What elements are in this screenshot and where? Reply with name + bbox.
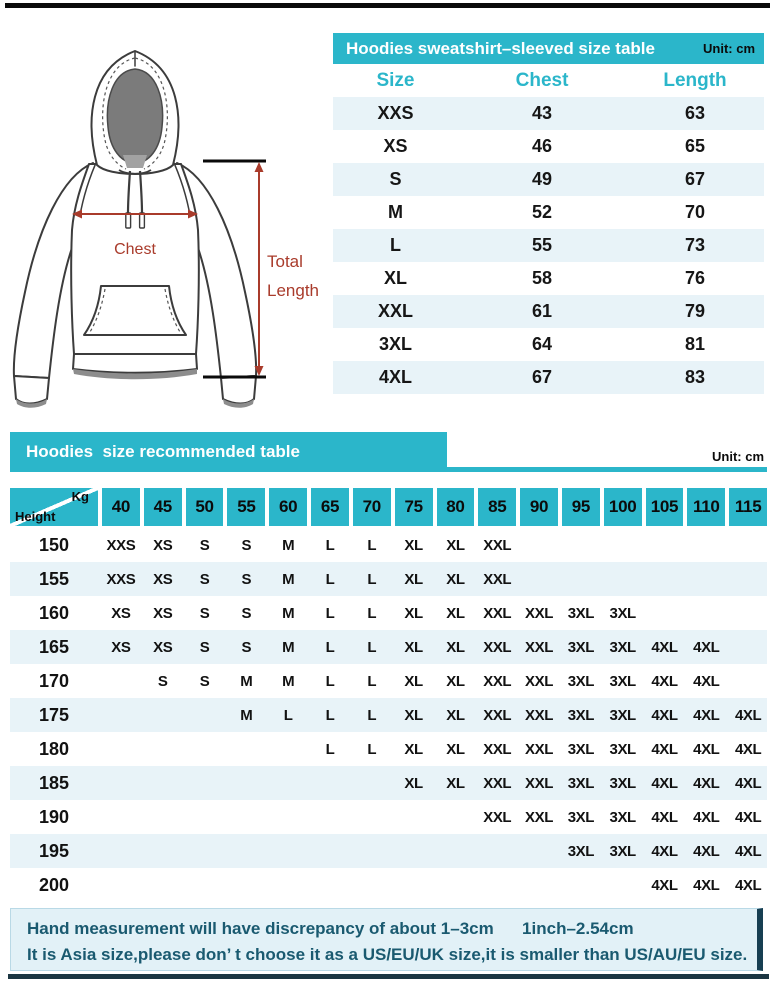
size-recommendation-cell: XXS (106, 536, 136, 554)
recommend-table-row (10, 630, 767, 664)
size-recommendation-cell: M (240, 706, 253, 724)
total-length-arrow (255, 162, 264, 376)
size-recommendation-cell: XL (404, 774, 423, 792)
size-recommendation-cell: S (199, 604, 210, 622)
size-cell: XL (383, 268, 407, 288)
size-table-row (333, 97, 764, 130)
size-recommendation-cell: 3XL (609, 740, 636, 758)
chest-cell: 64 (532, 334, 553, 354)
size-cell: M (387, 202, 403, 222)
size-recommendation-cell: 4XL (651, 808, 678, 826)
size-recommendation-cell: XXL (525, 706, 554, 724)
weight-header-cell: 50 (186, 488, 224, 526)
size-recommendation-cell: M (282, 536, 295, 554)
size-recommendation-cell: XXL (483, 808, 512, 826)
weight-header-cell: 110 (687, 488, 725, 526)
size-recommendation-cell: 3XL (609, 672, 636, 690)
size-recommendation-cell: 3XL (567, 672, 594, 690)
size-recommendation-cell: 4XL (734, 706, 762, 724)
size-recommendation-cell: 3XL (609, 774, 636, 792)
size-recommendation-cell: L (367, 672, 377, 690)
size-recommendation-cell: XL (404, 706, 423, 724)
size-recommendation-cell: XS (111, 638, 131, 656)
chest-cell: 67 (532, 367, 553, 387)
recommend-table-title: Hoodies size recommended table (26, 442, 300, 461)
kangaroo-pocket (84, 286, 186, 335)
size-table-column-headers (333, 64, 764, 97)
size-recommendation-cell: M (282, 570, 295, 588)
hood-neck-patch (123, 155, 147, 168)
size-recommendation-cell: 4XL (651, 740, 678, 758)
size-table-title: Hoodies sweatshirt–sleeved size table (346, 38, 655, 58)
size-table-row (333, 295, 764, 328)
size-recommendation-cell: XXL (525, 672, 554, 690)
size-recommendation-cell: XXS (106, 570, 136, 588)
size-recommendation-cell: XL (446, 672, 465, 690)
size-recommendation-cell: XL (446, 536, 465, 554)
column-header-chest: Chest (515, 69, 569, 91)
size-recommendation-cell: 4XL (734, 774, 762, 792)
size-cell: L (389, 235, 401, 255)
size-recommendation-cell: 3XL (609, 808, 636, 826)
weight-header-cell: 95 (562, 488, 600, 526)
size-recommendation-cell: 3XL (609, 604, 636, 622)
height-label-cell: 200 (38, 874, 70, 895)
recommend-table-row (10, 562, 767, 596)
hood-interior (107, 69, 162, 163)
size-recommendation-cell: XXL (483, 740, 512, 758)
size-recommendation-cell: S (241, 638, 252, 656)
size-recommendation-cell: S (241, 604, 252, 622)
size-table-header (333, 33, 764, 64)
size-table-row (333, 262, 764, 295)
size-recommendation-cell: L (325, 740, 335, 758)
aglet-left (126, 213, 131, 228)
length-cell: 73 (685, 235, 706, 255)
length-cell: 83 (685, 367, 706, 387)
length-cell: 70 (685, 202, 706, 222)
size-cell: S (389, 169, 402, 189)
chest-label: Chest (114, 241, 156, 258)
height-label-cell: 190 (38, 806, 70, 827)
hem-band (73, 354, 197, 373)
size-table-row (333, 361, 764, 394)
size-recommendation-cell: XL (446, 740, 465, 758)
weight-header-cell: 60 (269, 488, 307, 526)
length-label: Length (267, 281, 319, 300)
weight-header-cell: 90 (520, 488, 558, 526)
size-recommendation-cell: S (199, 536, 210, 554)
size-table-row (333, 163, 764, 196)
size-recommendation-cell: XS (153, 570, 173, 588)
size-recommendation-cell: XXL (525, 774, 554, 792)
weight-header-cell: 85 (478, 488, 516, 526)
size-recommendation-cell: XXL (483, 536, 512, 554)
height-label-cell: 165 (38, 636, 70, 657)
size-recommendation-cell: M (282, 604, 295, 622)
size-recommendation-cell: L (325, 604, 335, 622)
height-label-cell: 185 (38, 772, 70, 793)
chest-cell: 43 (532, 103, 553, 123)
corner-kg-label: Kg (71, 489, 89, 504)
weight-header-cell: 100 (604, 488, 642, 526)
size-recommendation-cell: 3XL (567, 740, 594, 758)
size-table-row (333, 130, 764, 163)
size-recommendation-cell: 3XL (567, 842, 594, 860)
recommend-table-header-row (10, 488, 767, 526)
size-recommendation-cell: 4XL (734, 808, 762, 826)
weight-header-cell: 75 (395, 488, 433, 526)
size-recommendation-cell: 4XL (693, 740, 720, 758)
size-recommendation-cell: XXL (525, 740, 554, 758)
recommend-table-title-bar (10, 432, 447, 472)
size-recommendation-cell: XXL (483, 774, 512, 792)
size-recommendation-cell: L (325, 536, 335, 554)
height-label-cell: 170 (38, 670, 70, 691)
recommend-table-body (10, 528, 767, 902)
size-recommendation-cell: 3XL (609, 842, 636, 860)
recommend-table-row (10, 528, 767, 562)
size-recommendation-cell: L (283, 706, 293, 724)
size-recommendation-cell: L (325, 638, 335, 656)
size-recommendation-cell: 4XL (651, 672, 678, 690)
recommend-title-underline (10, 467, 767, 472)
weight-header-cell: 55 (227, 488, 265, 526)
recommend-table-row (10, 732, 767, 766)
size-recommendation-cell: L (367, 570, 377, 588)
bottom-divider-rule (8, 974, 769, 979)
size-recommendation-cell: XXL (483, 570, 512, 588)
recommend-table-row (10, 834, 767, 868)
size-table-row (333, 196, 764, 229)
size-recommendation-cell: 3XL (567, 706, 594, 724)
size-recommendation-cell: XL (404, 638, 423, 656)
size-recommendation-cell: XXL (525, 808, 554, 826)
size-recommendation-cell: L (367, 604, 377, 622)
size-recommendation-cell: 3XL (609, 706, 636, 724)
size-recommendation-cell: 4XL (651, 774, 678, 792)
size-recommendation-cell: S (241, 536, 252, 554)
note-line-asia-size: It is Asia size,please don’ t choose it as a US/EU/UK size,it is smaller than US/AU/EU size. (27, 945, 748, 964)
weight-header-cell: 65 (311, 488, 349, 526)
size-recommendation-cell: S (199, 638, 210, 656)
recommend-table-row (10, 698, 767, 732)
length-cell: 63 (685, 103, 706, 123)
size-recommendation-cell: XXL (525, 638, 554, 656)
recommend-table-unit: Unit: cm (712, 449, 764, 464)
top-divider-rule (5, 3, 770, 8)
size-recommendation-cell: 4XL (734, 740, 762, 758)
size-recommendation-cell: L (367, 536, 377, 554)
size-table-row (333, 229, 764, 262)
size-recommendation-cell: 3XL (567, 604, 594, 622)
recommend-table-row (10, 868, 767, 902)
size-recommendation-cell: M (240, 672, 253, 690)
notes-box (10, 908, 763, 971)
size-cell: XXL (377, 301, 413, 321)
size-recommendation-cell: M (282, 638, 295, 656)
size-recommendation-cell: XXL (525, 604, 554, 622)
weight-header-cell: 105 (646, 488, 684, 526)
size-recommendation-cell: XXL (483, 706, 512, 724)
size-recommendation-cell: 3XL (609, 638, 636, 656)
height-label-cell: 175 (38, 704, 70, 725)
recommend-table-row (10, 664, 767, 698)
corner-cell-height-kg (10, 488, 98, 526)
size-recommendation-cell: XL (446, 706, 465, 724)
length-cell: 65 (685, 136, 706, 156)
size-recommendation-cell: 3XL (567, 774, 594, 792)
weight-header-cell: 45 (144, 488, 182, 526)
height-label-cell: 195 (38, 840, 70, 861)
size-table-row (333, 328, 764, 361)
size-recommendation-cell: XXL (483, 604, 512, 622)
size-recommendation-cell: 4XL (651, 842, 678, 860)
height-label-cell: 180 (38, 738, 70, 759)
corner-height-label: Height (15, 509, 56, 524)
size-recommendation-cell: S (199, 570, 210, 588)
size-recommendation-cell: S (241, 570, 252, 588)
size-recommendation-cell: 4XL (693, 706, 720, 724)
size-recommendation-cell: 4XL (651, 876, 678, 894)
column-header-size: Size (376, 69, 415, 91)
chest-cell: 52 (532, 202, 553, 222)
height-label-cell: 155 (38, 568, 70, 589)
length-cell: 67 (685, 169, 706, 189)
length-cell: 81 (685, 334, 706, 354)
size-recommendation-cell: S (199, 672, 210, 690)
size-recommendation-cell: XS (153, 536, 173, 554)
hoodie-shadows (16, 369, 254, 408)
size-recommendation-cell: XL (446, 774, 465, 792)
height-label-cell: 150 (38, 534, 70, 555)
size-recommendation-cell: S (157, 672, 168, 690)
size-recommendation-cell: L (325, 706, 335, 724)
size-recommendation-cell: 4XL (693, 876, 720, 894)
chest-cell: 61 (532, 301, 553, 321)
size-recommendation-cell: 3XL (567, 808, 594, 826)
weight-header-cell: 80 (437, 488, 475, 526)
size-recommendation-cell: L (325, 672, 335, 690)
size-recommendation-cell: XXL (483, 672, 512, 690)
size-cell: 3XL (378, 334, 412, 354)
size-recommendation-cell: 4XL (651, 706, 678, 724)
weight-header-cell: 115 (729, 488, 767, 526)
column-header-length: Length (663, 69, 727, 91)
size-recommendation-cell: XL (446, 604, 465, 622)
size-recommendation-cell: XL (446, 638, 465, 656)
size-recommendation-cell: XL (404, 672, 423, 690)
size-recommendation-cell: L (367, 740, 377, 758)
chest-cell: 46 (532, 136, 553, 156)
size-cell: 4XL (378, 367, 412, 387)
left-cuff (14, 376, 49, 404)
size-recommendation-cell: XS (153, 638, 173, 656)
recommend-table-row (10, 800, 767, 834)
size-recommendation-cell: 4XL (734, 842, 762, 860)
size-recommendation-cell: L (367, 638, 377, 656)
size-recommendation-cell: 4XL (693, 672, 720, 690)
size-recommendation-cell: XL (404, 740, 423, 758)
hoodie-measurement-diagram (0, 14, 330, 414)
weight-header-cell: 70 (353, 488, 391, 526)
size-recommendation-cell: XS (111, 604, 131, 622)
size-recommendation-cell: 4XL (693, 842, 720, 860)
note-line-measurement: Hand measurement will have discrepancy of about 1–3cm 1inch–2.54cm (27, 919, 634, 938)
size-cell: XS (383, 136, 408, 156)
chest-cell: 49 (532, 169, 553, 189)
size-cell: XXS (377, 103, 414, 123)
right-cuff (221, 376, 256, 404)
size-recommendation-cell: XL (404, 536, 423, 554)
size-table (333, 33, 764, 394)
size-recommendation-cell: XL (404, 604, 423, 622)
size-recommendation-cell: M (282, 672, 295, 690)
size-table-unit: Unit: cm (703, 41, 755, 56)
size-recommendation-cell: 3XL (567, 638, 594, 656)
total-label: Total (267, 252, 303, 271)
chest-cell: 58 (532, 268, 553, 288)
size-recommendation-cell: XS (153, 604, 173, 622)
size-recommendation-cell: 4XL (693, 808, 720, 826)
size-recommendation-cell: L (367, 706, 377, 724)
size-recommendation-cell: 4XL (651, 638, 678, 656)
length-cell: 79 (685, 301, 706, 321)
weight-header-cell: 40 (102, 488, 140, 526)
size-recommendation-cell: L (325, 570, 335, 588)
chest-cell: 55 (532, 235, 553, 255)
height-label-cell: 160 (38, 602, 70, 623)
size-recommendation-cell: XXL (483, 638, 512, 656)
recommend-table-row (10, 596, 767, 630)
size-recommendation-cell: 4XL (693, 638, 720, 656)
size-recommendation-cell: 4XL (734, 876, 762, 894)
size-table-body (333, 97, 764, 394)
size-recommendation-cell: XL (404, 570, 423, 588)
recommend-table-row (10, 766, 767, 800)
size-recommendation-cell: 4XL (693, 774, 720, 792)
aglet-right (140, 213, 145, 228)
length-cell: 76 (685, 268, 706, 288)
size-recommendation-cell: XL (446, 570, 465, 588)
